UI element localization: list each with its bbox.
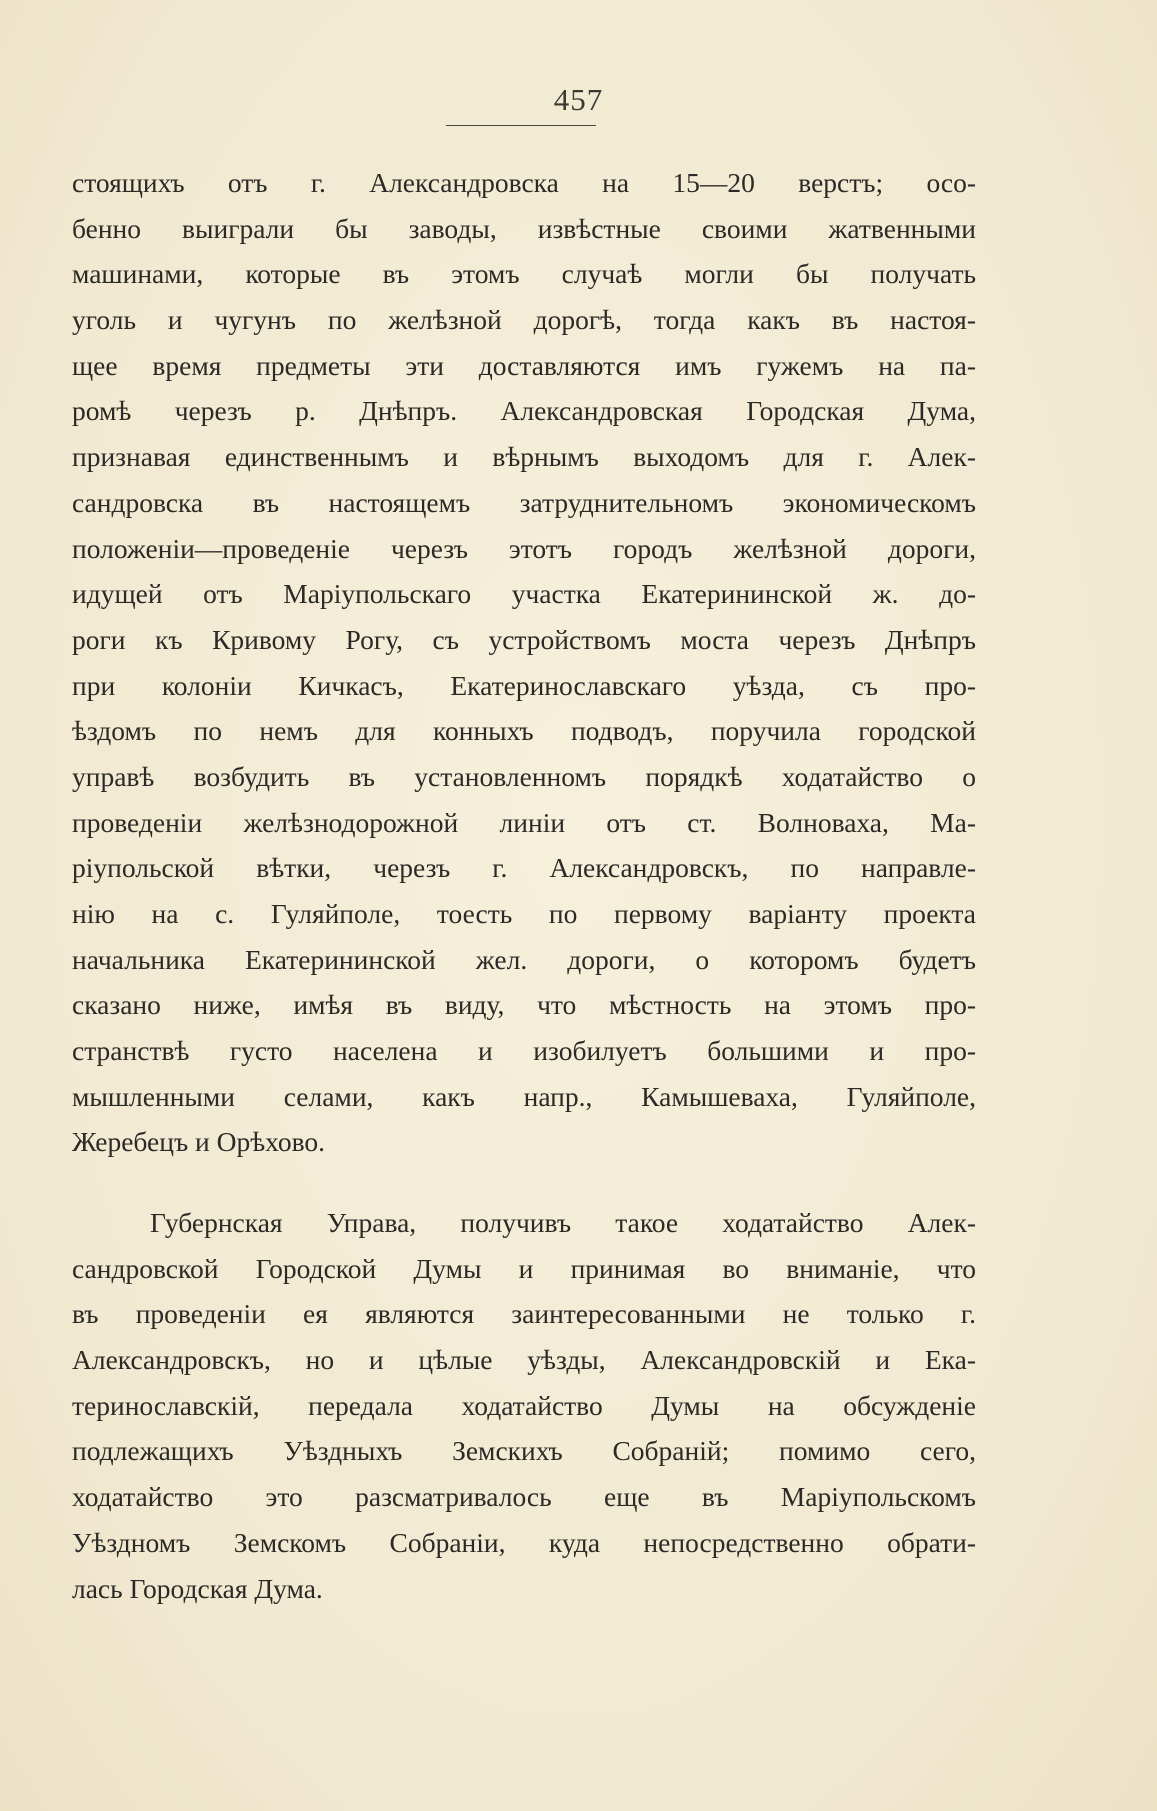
text-line: лась Городская Дума. bbox=[72, 1572, 323, 1604]
text-line: Губернская Управа, получивъ такое ходатайство Алек- bbox=[150, 1207, 976, 1238]
text-line: нію на с. Гуляйполе, тоесть по первому варіанту проекта bbox=[72, 898, 976, 929]
paragraph-2 bbox=[72, 1200, 976, 1611]
text-line: роги къ Кривому Рогу, съ устройствомъ моста черезъ Днѣпръ bbox=[72, 623, 976, 655]
text-line: сказано ниже, имѣя въ виду, что мѣстность на этомъ про- bbox=[72, 989, 976, 1021]
text-line: машинами, которые въ этомъ случаѣ могли бы получать bbox=[72, 258, 976, 290]
text-line: Уѣздномъ Земскомъ Собраніи, куда непосредственно обрати- bbox=[72, 1526, 976, 1558]
text-line: странствѣ густо населена и изобилуетъ большими и про- bbox=[72, 1035, 976, 1067]
text-line: въ проведеніи ея являются заинтересованными не только г. bbox=[72, 1298, 976, 1330]
text-line: стоящихъ отъ г. Александровска на 15—20 верстъ; осо- bbox=[72, 167, 976, 198]
text-line: проведеніи желѣзнодорожной линіи отъ ст. Волноваха, Ма- bbox=[72, 806, 976, 838]
text-line: положеніи—проведеніе черезъ этотъ городъ желѣзной дороги, bbox=[72, 532, 976, 564]
paragraph-1 bbox=[72, 160, 976, 1165]
text-line: Жеребецъ и Орѣхово. bbox=[72, 1126, 326, 1158]
text-line: сандровска въ настоящемъ затруднительномъ экономическомъ bbox=[72, 486, 976, 518]
text-line: ѣздомъ по немъ для конныхъ подводъ, поручила городской bbox=[72, 715, 976, 747]
page-number: 457 bbox=[553, 82, 604, 117]
text-line: идущей отъ Маріупольскаго участка Екатерининской ж. до- bbox=[72, 578, 976, 610]
text-line: управѣ возбудить въ установленномъ порядкѣ ходатайство о bbox=[72, 760, 976, 792]
text-line: начальника Екатерининской жел. дороги, о которомъ будетъ bbox=[72, 943, 976, 975]
text-line: бенно выиграли бы заводы, извѣстные своими жатвенными bbox=[72, 212, 976, 244]
text-line: ходатайство это разсматривалось еще въ Маріупольскомъ bbox=[72, 1481, 976, 1513]
page-number-rule bbox=[446, 125, 596, 126]
text-line: признавая единственнымъ и вѣрнымъ выходомъ для г. Алек- bbox=[72, 441, 976, 473]
text-line: ріупольской вѣтки, черезъ г. Александровскъ, по направле- bbox=[72, 852, 976, 884]
text-line: Александровскъ, но и цѣлые уѣзды, Александровскій и Ека- bbox=[72, 1344, 976, 1376]
text-line: подлежащихъ Уѣздныхъ Земскихъ Собраній; помимо сего, bbox=[72, 1435, 976, 1467]
text-line: сандровской Городской Думы и принимая во вниманіе, что bbox=[72, 1252, 976, 1284]
text-line: ромѣ черезъ р. Днѣпръ. Александровская Городская Дума, bbox=[72, 395, 976, 427]
text-line: уголь и чугунъ по желѣзной дорогѣ, тогда какъ въ настоя- bbox=[72, 304, 976, 336]
text-line: щее время предметы эти доставляются имъ гужемъ на па- bbox=[72, 349, 976, 381]
text-line: теринославскій, передала ходатайство Думы на обсужденіе bbox=[72, 1389, 976, 1421]
text-line: при колоніи Кичкасъ, Екатеринославскаго уѣзда, съ про- bbox=[72, 669, 976, 701]
text-line: мышленными селами, какъ напр., Камышеваха, Гуляйполе, bbox=[72, 1080, 976, 1112]
